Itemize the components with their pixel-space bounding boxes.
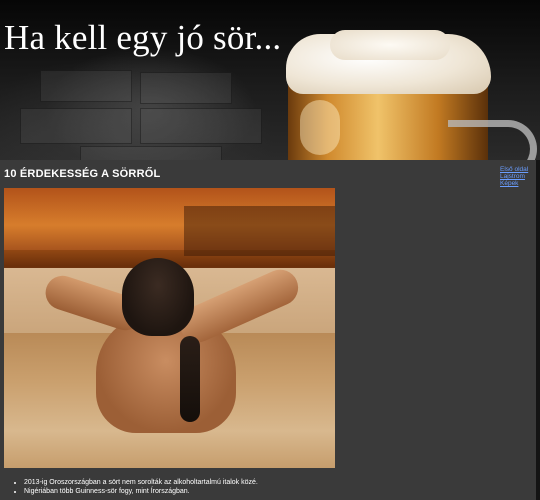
main-content [0,160,536,500]
sidebar-link-images[interactable]: Képek [500,180,519,187]
article-title: 10 ÉRDEKESSÉG A SÖRRŐL [4,168,161,180]
wall-brick [40,70,132,102]
beer-foam-top [330,30,450,60]
beer-glint [300,100,340,155]
header-banner [0,0,540,160]
sidebar-nav [500,166,538,187]
sidebar-link-home[interactable]: Első oldal [500,166,529,173]
wall-brick [80,146,222,160]
wall-brick [140,108,262,144]
photo-person-head [122,258,194,336]
beer-mug-handle [448,120,537,160]
wall-brick [20,108,132,144]
photo-wall-shadow [184,206,335,256]
list-item: • Nigériában több Guinness-sör fogy, mint Írországban. [24,487,258,496]
sidebar-link-list[interactable]: Lajstrom [500,173,525,180]
photo-person-hair [180,336,200,422]
wall-brick [140,72,232,104]
facts-list [8,478,258,496]
article-photo [4,188,335,468]
list-item: • 2013-ig Oroszországban a sört nem sorolták az alkoholtartalmú italok közé. [24,478,258,487]
site-title: Ha kell egy jó sör... [4,18,282,57]
